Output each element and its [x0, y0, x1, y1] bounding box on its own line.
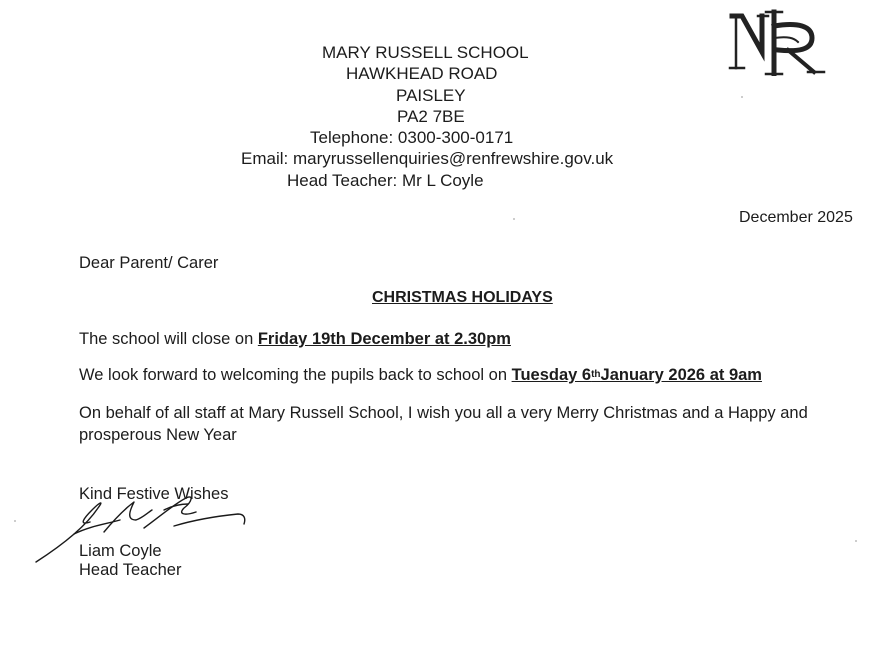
wishes-line-2: prosperous New Year: [79, 426, 237, 444]
closing-wishes: Kind Festive Wishes: [79, 485, 229, 503]
salutation: Dear Parent/ Carer: [79, 254, 219, 272]
address-town: PAISLEY: [396, 86, 466, 105]
return-date: [512, 366, 762, 384]
letter-heading: CHRISTMAS HOLIDAYS: [372, 289, 553, 306]
address-street: HAWKHEAD ROAD: [346, 64, 498, 83]
scan-speck: [513, 218, 515, 220]
closing-date: Friday 19th December at 2.30pm: [257, 330, 511, 348]
return-day: Tuesday 6: [511, 366, 592, 384]
closing-paragraph: [79, 329, 511, 350]
scan-speck: [14, 520, 16, 522]
return-date-rest: January 2026 at 9am: [600, 366, 762, 384]
school-logo: [728, 8, 836, 76]
telephone: Telephone: 0300-300-0171: [310, 128, 514, 147]
scan-speck: [855, 540, 857, 542]
email: Email: maryrussellenquiries@renfrewshire.gov.uk: [241, 149, 614, 168]
address-postcode: PA2 7BE: [397, 107, 465, 126]
school-name: MARY RUSSELL SCHOOL: [322, 43, 529, 62]
signatory-name: Liam Coyle: [79, 542, 162, 560]
head-teacher-line: Head Teacher: Mr L Coyle: [287, 171, 484, 190]
wishes-line-1: On behalf of all staff at Mary Russell School, I wish you all a very Merry Christmas and a Happy and: [79, 404, 808, 422]
closing-text: The school will close on: [79, 330, 258, 348]
letter-date: December 2025: [739, 209, 853, 226]
scan-speck: [741, 96, 743, 98]
return-paragraph: [79, 365, 762, 386]
return-text: We look forward to welcoming the pupils back to school on: [79, 366, 512, 384]
return-day-suffix: th: [591, 369, 601, 380]
signatory-title: Head Teacher: [79, 561, 182, 579]
